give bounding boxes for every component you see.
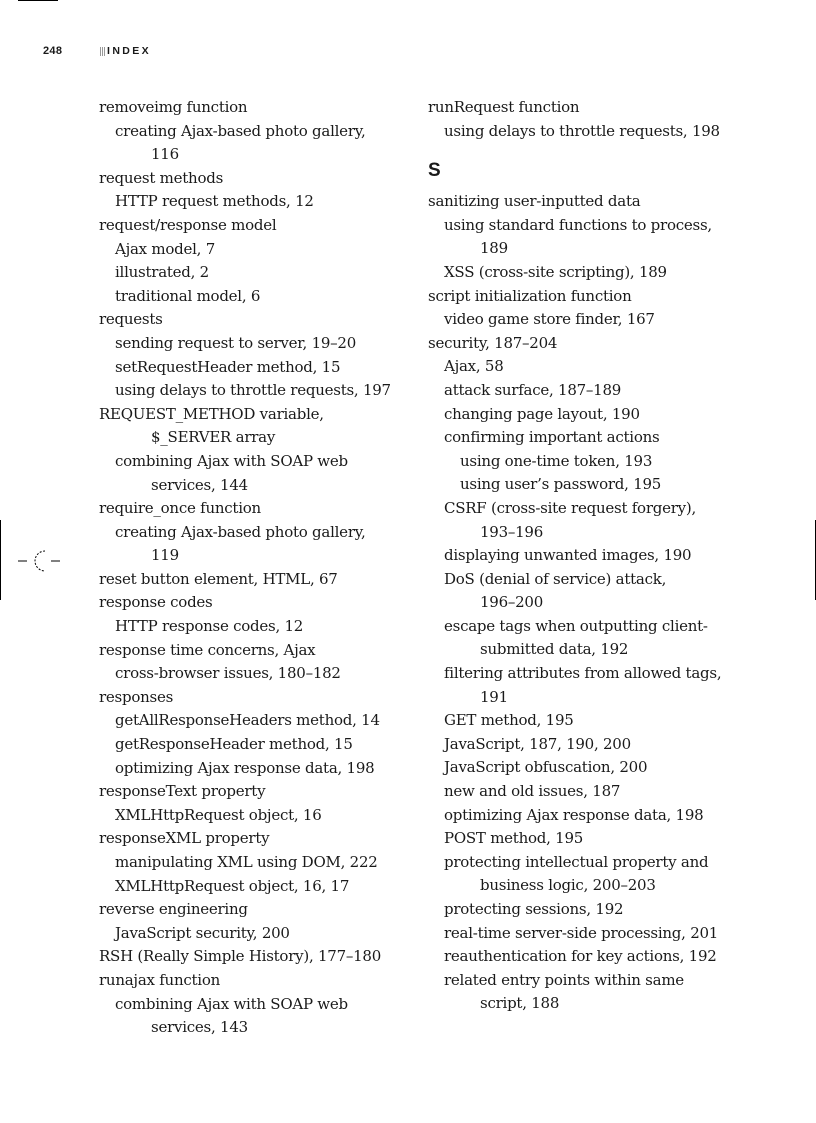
index-entry: response codes <box>99 593 213 612</box>
index-subentry: HTTP request methods, 12 <box>115 192 314 211</box>
index-subentry: creating Ajax-based photo gallery, <box>115 121 366 140</box>
index-subentry: XMLHttpRequest object, 16 <box>115 805 322 824</box>
index-entry: responseText property <box>99 782 266 801</box>
index-subentry: attack surface, 187–189 <box>444 380 622 399</box>
index-entry: REQUEST_METHOD variable, <box>99 404 324 423</box>
index-subentry: illustrated, 2 <box>115 263 209 282</box>
index-subentry: Ajax, 58 <box>444 357 504 376</box>
index-subentry: optimizing Ajax response data, 198 <box>444 805 704 824</box>
index-subentry: CSRF (cross-site request forgery), <box>444 498 696 517</box>
index-entry-continuation: 191 <box>480 687 508 706</box>
index-subentry: GET method, 195 <box>444 711 574 730</box>
index-subentry: using user’s password, 195 <box>460 475 662 494</box>
index-subentry: creating Ajax-based photo gallery, <box>115 522 366 541</box>
page-number: 248 <box>43 45 63 57</box>
index-subentry: POST method, 195 <box>444 829 584 848</box>
index-entry: RSH (Really Simple History), 177–180 <box>99 947 381 966</box>
index-entry: reverse engineering <box>99 900 248 919</box>
index-subentry: using one-time token, 193 <box>460 451 653 470</box>
index-entry: security, 187–204 <box>428 333 558 352</box>
index-subentry: JavaScript obfuscation, 200 <box>444 758 648 777</box>
index-entry-continuation: services, 143 <box>151 1018 248 1037</box>
index-subentry: XSS (cross-site scripting), 189 <box>444 262 667 281</box>
index-entry: runajax function <box>99 970 221 989</box>
index-subentry: getAllResponseHeaders method, 14 <box>115 711 380 730</box>
index-entry-continuation: 116 <box>151 145 179 164</box>
index-subentry: manipulating XML using DOM, 222 <box>115 853 378 871</box>
index-entry-continuation: 119 <box>151 546 179 565</box>
index-subentry: sending request to server, 19–20 <box>115 333 357 352</box>
index-entry: removeimg function <box>99 98 248 116</box>
index-subentry: real-time server-side processing, 201 <box>444 923 719 942</box>
index-entry-continuation: 189 <box>480 239 508 258</box>
index-subentry: displaying unwanted images, 190 <box>444 546 692 565</box>
index-subentry: JavaScript security, 200 <box>115 923 290 942</box>
index-subentry: changing page layout, 190 <box>444 404 640 423</box>
index-subentry: using delays to throttle requests, 197 <box>115 381 391 400</box>
index-subentry: traditional model, 6 <box>115 286 261 305</box>
index-subentry: getResponseHeader method, 15 <box>115 735 353 754</box>
index-subentry: combining Ajax with SOAP web <box>115 451 348 470</box>
index-entry: response time concerns, Ajax <box>99 640 316 659</box>
index-entry: request methods <box>99 168 224 187</box>
index-subentry: combining Ajax with SOAP web <box>115 994 348 1013</box>
page-header <box>43 43 151 59</box>
index-subentry: optimizing Ajax response data, 198 <box>115 758 375 777</box>
index-column-left <box>99 96 399 1040</box>
index-entry-continuation: 196–200 <box>480 593 544 612</box>
index-subentry: video game store finder, 167 <box>444 310 655 329</box>
index-entry: reset button element, HTML, 67 <box>99 569 338 588</box>
index-entry-continuation: business logic, 200–203 <box>480 876 656 895</box>
index-subentry: filtering attributes from allowed tags, <box>444 664 722 683</box>
index-subentry: reauthentication for key actions, 192 <box>444 947 717 966</box>
index-group-s <box>428 190 728 1016</box>
index-entry: requests <box>99 310 163 329</box>
index-entry: script initialization function <box>428 286 632 305</box>
registration-mark-icon <box>18 548 60 574</box>
index-subentry: Ajax model, 7 <box>115 239 216 258</box>
index-subentry: protecting sessions, 192 <box>444 900 624 918</box>
header-marker-icon <box>100 47 105 56</box>
index-group-r <box>428 96 728 143</box>
index-column-right <box>428 96 728 1016</box>
index-subentry: cross-browser issues, 180–182 <box>115 664 341 683</box>
crop-mark-top <box>18 0 58 1</box>
index-entry-continuation: submitted data, 192 <box>480 640 629 659</box>
index-subentry: confirming important actions <box>444 428 660 447</box>
index-subentry: XMLHttpRequest object, 16, 17 <box>115 876 350 895</box>
index-entry-continuation: script, 188 <box>480 994 560 1013</box>
section-letter-heading: S <box>428 160 441 182</box>
index-entry: responses <box>99 687 174 706</box>
index-entry: request/response model <box>99 215 277 234</box>
index-entry: runRequest function <box>428 98 580 116</box>
index-subentry: setRequestHeader method, 15 <box>115 357 341 376</box>
index-entry-continuation: $_SERVER array <box>151 428 276 447</box>
index-entry-continuation: 193–196 <box>480 522 544 541</box>
running-head-title: INDEX <box>107 45 152 57</box>
index-entry: responseXML property <box>99 829 270 848</box>
index-subentry: HTTP response codes, 12 <box>115 617 304 636</box>
index-subentry: escape tags when outputting client- <box>444 616 708 635</box>
index-subentry: related entry points within same <box>444 970 684 989</box>
index-entry-continuation: services, 144 <box>151 475 248 494</box>
index-entry: require_once function <box>99 499 261 518</box>
index-subentry: protecting intellectual property and <box>444 852 709 871</box>
index-entry: sanitizing user-inputted data <box>428 192 641 211</box>
index-subentry: JavaScript, 187, 190, 200 <box>444 734 631 753</box>
crop-mark-left <box>0 520 1 600</box>
index-subentry: using standard functions to process, <box>444 215 712 234</box>
index-subentry: DoS (denial of service) attack, <box>444 569 667 588</box>
index-subentry: using delays to throttle requests, 198 <box>444 121 720 140</box>
index-subentry: new and old issues, 187 <box>444 782 621 801</box>
